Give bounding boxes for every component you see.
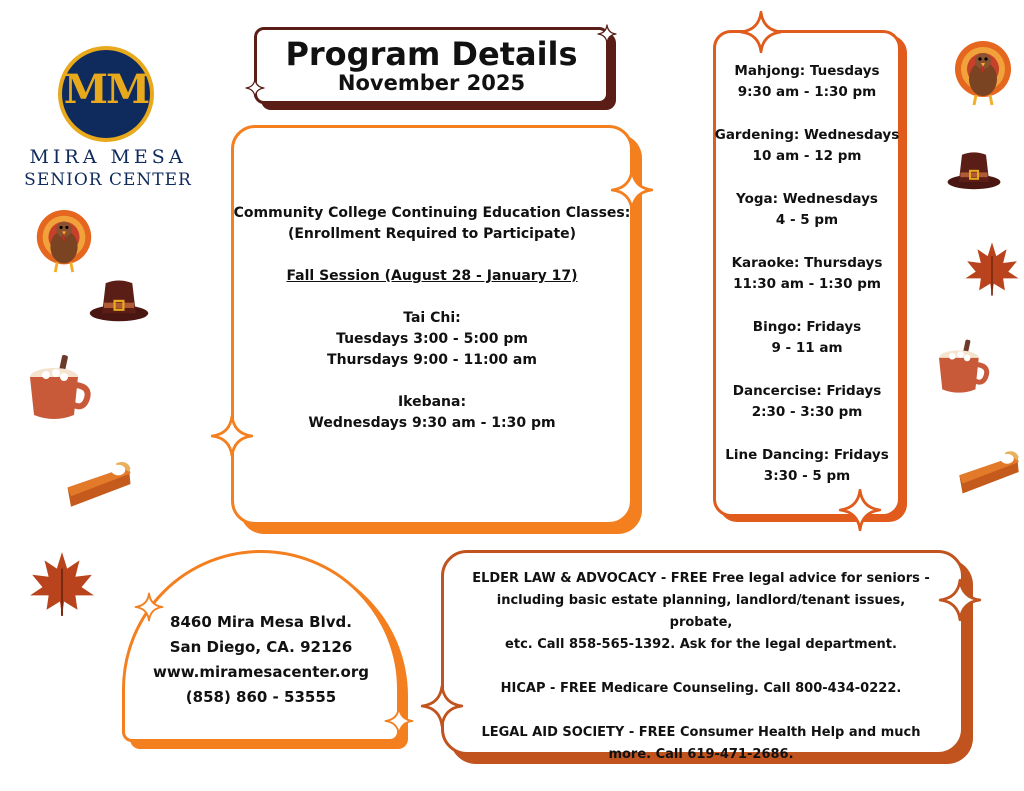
schedule-activity: Line Dancing: Fridays	[725, 447, 889, 463]
taichi-time-2: Thursdays 9:00 - 11:00 am	[327, 352, 537, 368]
ikebana-time: Wednesdays 9:30 am - 1:30 pm	[308, 415, 556, 431]
address-street: 8460 Mira Mesa Blvd.	[170, 613, 352, 631]
hicap-info: HICAP - FREE Medicare Counseling. Call 800-434-0222.	[500, 681, 902, 696]
pumpkin-pie-icon	[64, 456, 134, 512]
logo-initials: MM	[63, 66, 149, 113]
page-subtitle: November 2025	[337, 71, 526, 95]
sparkle-icon	[597, 24, 617, 44]
address-city: San Diego, CA. 92126	[169, 638, 353, 656]
logo-name-line2: SENIOR CENTER	[24, 170, 192, 190]
logo-name-line1: MIRA MESA	[29, 146, 187, 168]
turkey-icon	[30, 206, 98, 278]
schedule-time: 9:30 am - 1:30 pm	[737, 84, 877, 100]
schedule-activity: Bingo: Fridays	[752, 319, 862, 335]
title-box	[254, 27, 609, 104]
schedule-item	[713, 317, 901, 359]
legal-aid-line2: more. Call 619-471-2686.	[608, 747, 794, 762]
schedule-item	[713, 189, 901, 231]
taichi-label: Tai Chi:	[403, 310, 461, 326]
schedule-item	[713, 61, 901, 103]
elder-law-line2: including basic estate planning, landlord/tenant issues, probate,	[496, 593, 906, 630]
schedule-time: 9 - 11 am	[771, 340, 843, 356]
phone-number: (858) 860 - 53555	[185, 688, 337, 706]
sparkle-icon	[838, 488, 882, 532]
sparkle-icon	[938, 578, 982, 622]
schedule-activity: Yoga: Wednesdays	[736, 191, 878, 207]
schedule-time: 4 - 5 pm	[775, 212, 839, 228]
turkey-icon	[948, 38, 1018, 110]
hot-cocoa-icon	[24, 350, 94, 426]
schedule-activity: Dancercise: Fridays	[732, 383, 882, 399]
schedule-time: 2:30 - 3:30 pm	[751, 404, 863, 420]
fall-session: Fall Session (August 28 - January 17)	[286, 268, 578, 284]
elder-law-line3: etc. Call 858-565-1392. Ask for the legal department.	[505, 637, 897, 652]
elder-law-line1: ELDER LAW & ADVOCACY - FREE Free legal advice for seniors -	[472, 571, 930, 586]
legal-aid-line1: LEGAL AID SOCIETY - FREE Consumer Health Help and much	[481, 725, 921, 740]
schedule-time: 11:30 am - 1:30 pm	[733, 276, 881, 292]
schedule-activity: Mahjong: Tuesdays	[734, 63, 880, 79]
sparkle-icon	[245, 78, 265, 98]
schedule-time: 3:30 - 5 pm	[763, 468, 851, 484]
taichi-time-1: Tuesdays 3:00 - 5:00 pm	[336, 331, 528, 347]
education-content	[231, 203, 633, 434]
sparkle-icon	[420, 684, 464, 728]
maple-leaf-icon	[26, 548, 98, 620]
education-heading-line2: (Enrollment Required to Participate)	[287, 226, 577, 242]
education-heading-line1: Community College Continuing Education Classes:	[233, 205, 631, 221]
schedule-item	[713, 253, 901, 295]
sparkle-icon	[739, 10, 783, 54]
schedule-item	[713, 381, 901, 423]
pilgrim-hat-icon	[946, 146, 1002, 194]
schedule-item	[713, 125, 901, 167]
pumpkin-pie-icon	[956, 444, 1022, 500]
schedule-activity: Gardening: Wednesdays	[714, 127, 900, 143]
ikebana-label: Ikebana:	[397, 394, 467, 410]
hot-cocoa-icon	[934, 336, 992, 398]
schedule-activity: Karaoke: Thursdays	[731, 255, 883, 271]
schedule-time: 10 am - 12 pm	[752, 148, 862, 164]
maple-leaf-icon	[962, 238, 1022, 300]
sparkle-icon	[384, 706, 414, 736]
schedule-item	[713, 445, 901, 487]
pilgrim-hat-icon	[88, 274, 150, 326]
page-title: Program Details	[285, 35, 578, 73]
elder-law-info	[466, 568, 936, 766]
website-link[interactable]: www.miramesacenter.org	[153, 663, 369, 681]
